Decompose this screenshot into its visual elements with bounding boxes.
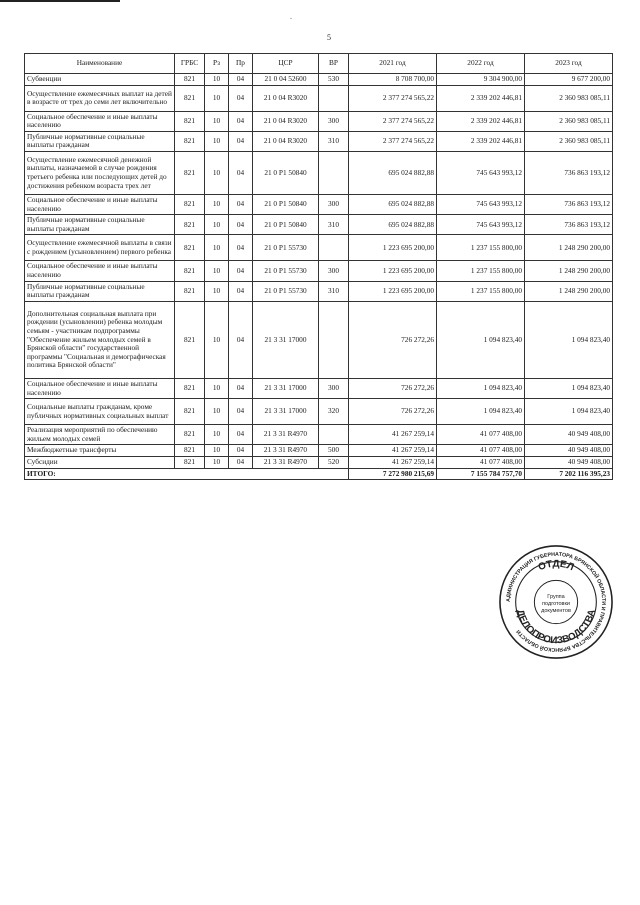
row-pr: 04 [229,85,253,111]
row-vr: 500 [319,445,349,457]
row-2021: 41 267 259,14 [349,445,437,457]
row-2021: 726 272,26 [349,301,437,378]
row-rz: 10 [205,399,229,425]
stamp-center-line2: подготовки [542,600,570,607]
row-rz: 10 [205,74,229,86]
row-2023: 736 863 193,12 [525,152,613,195]
row-vr [319,301,349,378]
row-rz: 10 [205,131,229,151]
row-2021: 726 272,26 [349,378,437,398]
row-pr: 04 [229,281,253,301]
row-grbs: 821 [175,195,205,215]
row-csr: 21 0 04 52600 [253,74,319,86]
row-2021: 41 267 259,14 [349,425,437,445]
row-csr: 21 3 31 17000 [253,399,319,425]
row-2023: 2 360 983 085,11 [525,111,613,131]
row-pr: 04 [229,111,253,131]
stamp-center-line3: документов [541,607,571,614]
row-pr: 04 [229,74,253,86]
row-2022: 41 077 408,00 [437,456,525,468]
row-name: Публичные нормативные социальные выплаты гражданам [25,281,175,301]
row-2022: 745 643 993,12 [437,195,525,215]
row-grbs: 821 [175,445,205,457]
row-2021: 1 223 695 200,00 [349,281,437,301]
row-grbs: 821 [175,74,205,86]
row-2021: 8 708 700,00 [349,74,437,86]
row-vr: 300 [319,111,349,131]
row-rz: 10 [205,456,229,468]
stamp-center-line1: Группа [547,594,565,601]
header-grbs: ГРБС [175,54,205,74]
row-csr: 21 0 P1 55730 [253,281,319,301]
row-vr [319,152,349,195]
row-grbs: 821 [175,235,205,261]
row-pr: 04 [229,445,253,457]
row-pr: 04 [229,235,253,261]
row-2022: 1 094 823,40 [437,301,525,378]
page-mark: . [290,12,292,21]
table-row [25,85,613,111]
row-rz: 10 [205,152,229,195]
row-2023: 1 248 290 200,00 [525,261,613,281]
office-stamp [497,543,615,661]
row-csr: 21 3 31 17000 [253,301,319,378]
row-name: Межбюджетные трансферты [25,445,175,457]
table-row [25,195,613,215]
row-2021: 2 377 274 565,22 [349,111,437,131]
row-name: Осуществление ежемесячной выплаты в связи с рождением (усыновлением) первого ребенка [25,235,175,261]
row-name: Субвенции [25,74,175,86]
row-pr: 04 [229,378,253,398]
row-name: Субсидии [25,456,175,468]
row-vr: 300 [319,378,349,398]
row-grbs: 821 [175,85,205,111]
table-row [25,456,613,468]
row-2021: 726 272,26 [349,399,437,425]
row-2022: 1 094 823,40 [437,378,525,398]
table-row [25,111,613,131]
row-name: Социальное обеспечение и иные выплаты населению [25,111,175,131]
row-rz: 10 [205,281,229,301]
stamp-top-text: ОТДЕЛ [536,558,576,574]
row-2023: 40 949 408,00 [525,445,613,457]
table-row [25,215,613,235]
table-row [25,281,613,301]
row-2022: 2 339 202 446,81 [437,111,525,131]
row-vr: 310 [319,131,349,151]
row-pr: 04 [229,131,253,151]
row-grbs: 821 [175,152,205,195]
row-rz: 10 [205,215,229,235]
total-label: ИТОГО: [25,468,349,480]
row-2023: 1 248 290 200,00 [525,281,613,301]
row-grbs: 821 [175,131,205,151]
table-row [25,425,613,445]
row-csr: 21 0 04 R3020 [253,85,319,111]
table-row [25,74,613,86]
row-csr: 21 0 P1 55730 [253,235,319,261]
row-pr: 04 [229,215,253,235]
row-2022: 745 643 993,12 [437,152,525,195]
row-2022: 41 077 408,00 [437,445,525,457]
page-number: 5 [327,33,331,42]
row-vr: 520 [319,456,349,468]
total-2023: 7 202 116 395,23 [525,468,613,480]
row-csr: 21 3 31 R4970 [253,445,319,457]
row-2023: 736 863 193,12 [525,215,613,235]
row-2021: 2 377 274 565,22 [349,85,437,111]
row-name: Осуществление ежемесячных выплат на детей в возрасте от трех до семи лет включительно [25,85,175,111]
row-2021: 2 377 274 565,22 [349,131,437,151]
row-pr: 04 [229,301,253,378]
row-csr: 21 3 31 R4970 [253,425,319,445]
table-row [25,131,613,151]
row-grbs: 821 [175,111,205,131]
row-2022: 1 094 823,40 [437,399,525,425]
row-grbs: 821 [175,301,205,378]
row-csr: 21 0 04 R3020 [253,111,319,131]
row-grbs: 821 [175,281,205,301]
header-name: Наименование [25,54,175,74]
row-csr: 21 0 P1 50840 [253,195,319,215]
row-grbs: 821 [175,456,205,468]
row-grbs: 821 [175,261,205,281]
row-2021: 1 223 695 200,00 [349,235,437,261]
header-csr: ЦСР [253,54,319,74]
row-name: Реализация мероприятий по обеспечению жильем молодых семей [25,425,175,445]
page-top-rule [0,0,120,2]
stamp-seal [497,543,615,661]
row-csr: 21 0 P1 50840 [253,215,319,235]
table-row [25,445,613,457]
row-2023: 1 248 290 200,00 [525,235,613,261]
table-row [25,399,613,425]
row-pr: 04 [229,261,253,281]
row-2023: 9 677 200,00 [525,74,613,86]
row-pr: 04 [229,152,253,195]
table-row [25,152,613,195]
row-2022: 41 077 408,00 [437,425,525,445]
row-2023: 40 949 408,00 [525,425,613,445]
row-pr: 04 [229,399,253,425]
header-2021: 2021 год [349,54,437,74]
budget-table [24,53,613,480]
row-pr: 04 [229,456,253,468]
row-vr: 310 [319,281,349,301]
row-2021: 41 267 259,14 [349,456,437,468]
row-csr: 21 0 P1 50840 [253,152,319,195]
total-row [25,468,613,480]
row-name: Осуществление ежемесячной денежной выплаты, назначаемой в случае рождения третьего ребенка или последующих детей до достижения ребенком возраста трех лет [25,152,175,195]
table-header-row [25,54,613,74]
row-pr: 04 [229,425,253,445]
row-2021: 695 024 882,88 [349,195,437,215]
svg-text:ОТДЕЛ [537,559,576,574]
row-2021: 695 024 882,88 [349,215,437,235]
row-vr [319,425,349,445]
row-2022: 9 304 900,00 [437,74,525,86]
row-grbs: 821 [175,378,205,398]
row-grbs: 821 [175,399,205,425]
row-vr: 530 [319,74,349,86]
row-2021: 695 024 882,88 [349,152,437,195]
header-pr: Пр [229,54,253,74]
row-2023: 2 360 983 085,11 [525,85,613,111]
row-2023: 2 360 983 085,11 [525,131,613,151]
row-2022: 745 643 993,12 [437,215,525,235]
header-2022: 2022 год [437,54,525,74]
row-name: Социальные выплаты гражданам, кроме публичных нормативных социальных выплат [25,399,175,425]
row-pr: 04 [229,195,253,215]
row-rz: 10 [205,195,229,215]
row-2023: 1 094 823,40 [525,378,613,398]
table-row [25,301,613,378]
row-name: Публичные нормативные социальные выплаты гражданам [25,215,175,235]
table-row [25,261,613,281]
row-2021: 1 223 695 200,00 [349,261,437,281]
row-2022: 1 237 155 800,00 [437,235,525,261]
row-rz: 10 [205,445,229,457]
table-row [25,235,613,261]
row-2022: 1 237 155 800,00 [437,281,525,301]
stamp-ring-text: АДМИНИСТРАЦИЯ ГУБЕРНАТОРА БРЯНСКОЙ ОБЛАСТИ И ПРАВИТЕЛЬСТВА БРЯНСКОЙ ОБЛАСТИ [505,551,607,653]
row-name: Социальное обеспечение и иные выплаты населению [25,378,175,398]
row-2023: 40 949 408,00 [525,456,613,468]
row-vr [319,235,349,261]
row-rz: 10 [205,85,229,111]
row-rz: 10 [205,111,229,131]
row-csr: 21 3 31 R4970 [253,456,319,468]
row-rz: 10 [205,235,229,261]
row-rz: 10 [205,425,229,445]
row-2022: 2 339 202 446,81 [437,131,525,151]
row-csr: 21 0 P1 55730 [253,261,319,281]
header-rz: Рз [205,54,229,74]
total-2022: 7 155 784 757,70 [437,468,525,480]
row-name: Социальное обеспечение и иные выплаты населению [25,261,175,281]
header-vr: ВР [319,54,349,74]
row-rz: 10 [205,301,229,378]
row-2022: 1 237 155 800,00 [437,261,525,281]
row-2022: 2 339 202 446,81 [437,85,525,111]
stamp-bottom-text: ДЕЛОПРОИЗВОДСТВА [514,608,598,647]
row-name: Социальное обеспечение и иные выплаты населению [25,195,175,215]
row-2023: 1 094 823,40 [525,301,613,378]
row-grbs: 821 [175,425,205,445]
row-rz: 10 [205,378,229,398]
table-body [25,74,613,469]
row-name: Дополнительная социальная выплата при рождении (усыновлении) ребенка молодым семьям - участникам подпрограммы "Обеспечение жильем молодых семей в Брянской области" государственной программы "Социальная и демографическая политика Брянской области" [25,301,175,378]
row-2023: 1 094 823,40 [525,399,613,425]
row-name: Публичные нормативные социальные выплаты гражданам [25,131,175,151]
row-rz: 10 [205,261,229,281]
row-2023: 736 863 193,12 [525,195,613,215]
row-vr: 320 [319,399,349,425]
row-vr: 300 [319,261,349,281]
row-vr: 310 [319,215,349,235]
row-csr: 21 3 31 17000 [253,378,319,398]
header-2023: 2023 год [525,54,613,74]
row-vr: 300 [319,195,349,215]
row-vr [319,85,349,111]
row-grbs: 821 [175,215,205,235]
row-csr: 21 0 04 R3020 [253,131,319,151]
table-row [25,378,613,398]
total-2021: 7 272 980 215,69 [349,468,437,480]
